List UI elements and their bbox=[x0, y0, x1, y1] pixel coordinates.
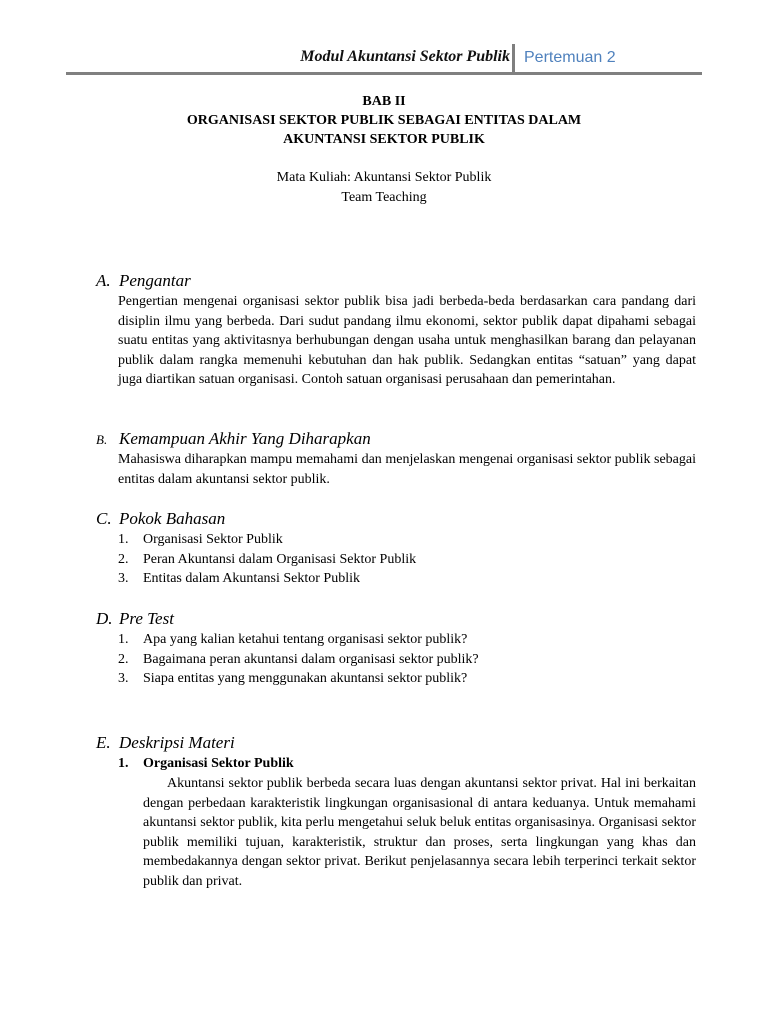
list-item bbox=[118, 550, 696, 570]
chapter-title-block bbox=[0, 92, 768, 149]
question-list bbox=[118, 630, 696, 689]
list-number: 2. bbox=[118, 651, 129, 667]
section-letter: B. bbox=[96, 432, 108, 447]
chapter-title-line-1: ORGANISASI SEKTOR PUBLIK SEBAGAI ENTITAS DALAM bbox=[186, 113, 582, 128]
list-text: Apa yang kalian ketahui tentang organisasi sektor publik? bbox=[143, 632, 468, 647]
header-rule bbox=[66, 72, 702, 75]
chapter-number: BAB II bbox=[362, 94, 406, 109]
section-paragraph: Mahasiswa diharapkan mampu memahami dan menjelaskan mengenai organisasi sektor publik sebagai entitas dalam akuntansi sektor publik. bbox=[118, 452, 696, 487]
subsection-paragraph: Akuntansi sektor publik berbeda secara luas dengan akuntansi sektor privat. Hal ini berkaitan dengan perbedaan karakteristik lingkungan organisasional di antara keduanya. Untuk memahami akuntansi sektor publik, kita perlu mengetahui seluk beluk entitas organisasinya. Organisasi sektor publik memiliki tujuan, karakteristik, struktur dan proses, serta lingkungan yang khas dan membedakannya dengan sektor privat. Berikut penjelasannya secara lebih terperinci terkait sektor publik dan privat. bbox=[143, 776, 696, 889]
section-pengantar bbox=[96, 270, 696, 390]
section-heading bbox=[96, 270, 696, 292]
section-letter: C. bbox=[96, 509, 112, 528]
list-number: 1. bbox=[118, 532, 129, 547]
list-number: 3. bbox=[118, 671, 129, 687]
list-number: 1. bbox=[118, 632, 129, 647]
subsection-title: Organisasi Sektor Publik bbox=[143, 756, 294, 771]
team-teaching: Team Teaching bbox=[341, 190, 427, 205]
section-deskripsi-materi bbox=[96, 732, 696, 892]
section-title: Pre Test bbox=[119, 609, 174, 628]
section-letter: E. bbox=[96, 733, 111, 752]
subsection-heading bbox=[118, 754, 696, 774]
section-letter: D. bbox=[96, 609, 113, 628]
chapter-title-line-2: AKUNTANSI SEKTOR PUBLIK bbox=[283, 132, 485, 147]
topic-list bbox=[118, 530, 696, 589]
list-item bbox=[118, 569, 696, 589]
list-text: Entitas dalam Akuntansi Sektor Publik bbox=[143, 571, 360, 587]
section-heading bbox=[96, 608, 696, 630]
list-number: 2. bbox=[118, 551, 129, 567]
section-title: Pengantar bbox=[119, 271, 191, 290]
section-heading bbox=[96, 428, 696, 450]
section-paragraph: Pengertian mengenai organisasi sektor publik bisa jadi berbeda-beda berdasarkan cara pandang dari disiplin ilmu yang berbeda. Dari sudut pandang ilmu ekonomi, sektor publik dapat dipahami sebagai suatu entitas yang aktivitasnya berhubungan dengan usaha untuk menghasilkan barang dan pelayanan publik dalam rangka memenuhi kebutuhan dan hak publik. Sedangkan entitas “satuan” yang dapat juga diartikan satuan organisasi. Contoh satuan organisasi perusahaan dan pemerintahan. bbox=[118, 294, 696, 388]
section-pokok-bahasan bbox=[96, 508, 696, 589]
header-separator bbox=[512, 44, 515, 72]
list-text: Peran Akuntansi dalam Organisasi Sektor Publik bbox=[143, 551, 417, 567]
list-number: 3. bbox=[118, 571, 129, 587]
list-item bbox=[118, 650, 696, 670]
section-title: Deskripsi Materi bbox=[119, 733, 235, 752]
course-meta bbox=[0, 168, 768, 208]
list-item bbox=[118, 669, 696, 689]
section-kemampuan-akhir bbox=[96, 428, 696, 489]
list-text: Bagaimana peran akuntansi dalam organisasi sektor publik? bbox=[143, 651, 479, 667]
section-heading bbox=[96, 508, 696, 530]
subsection-number: 1. bbox=[118, 756, 129, 771]
section-pre-test bbox=[96, 608, 696, 689]
section-title: Kemampuan Akhir Yang Diharapkan bbox=[119, 429, 371, 448]
section-heading bbox=[96, 732, 696, 754]
section-letter: A. bbox=[96, 271, 111, 290]
list-item bbox=[118, 530, 696, 550]
meeting-label: Pertemuan 2 bbox=[524, 49, 616, 66]
list-text: Siapa entitas yang menggunakan akuntansi sektor publik? bbox=[143, 671, 468, 687]
list-text: Organisasi Sektor Publik bbox=[143, 532, 283, 547]
list-item bbox=[118, 630, 696, 650]
module-title: Modul Akuntansi Sektor Publik bbox=[300, 48, 510, 65]
course-name: Mata Kuliah: Akuntansi Sektor Publik bbox=[276, 170, 492, 185]
section-title: Pokok Bahasan bbox=[119, 509, 226, 528]
